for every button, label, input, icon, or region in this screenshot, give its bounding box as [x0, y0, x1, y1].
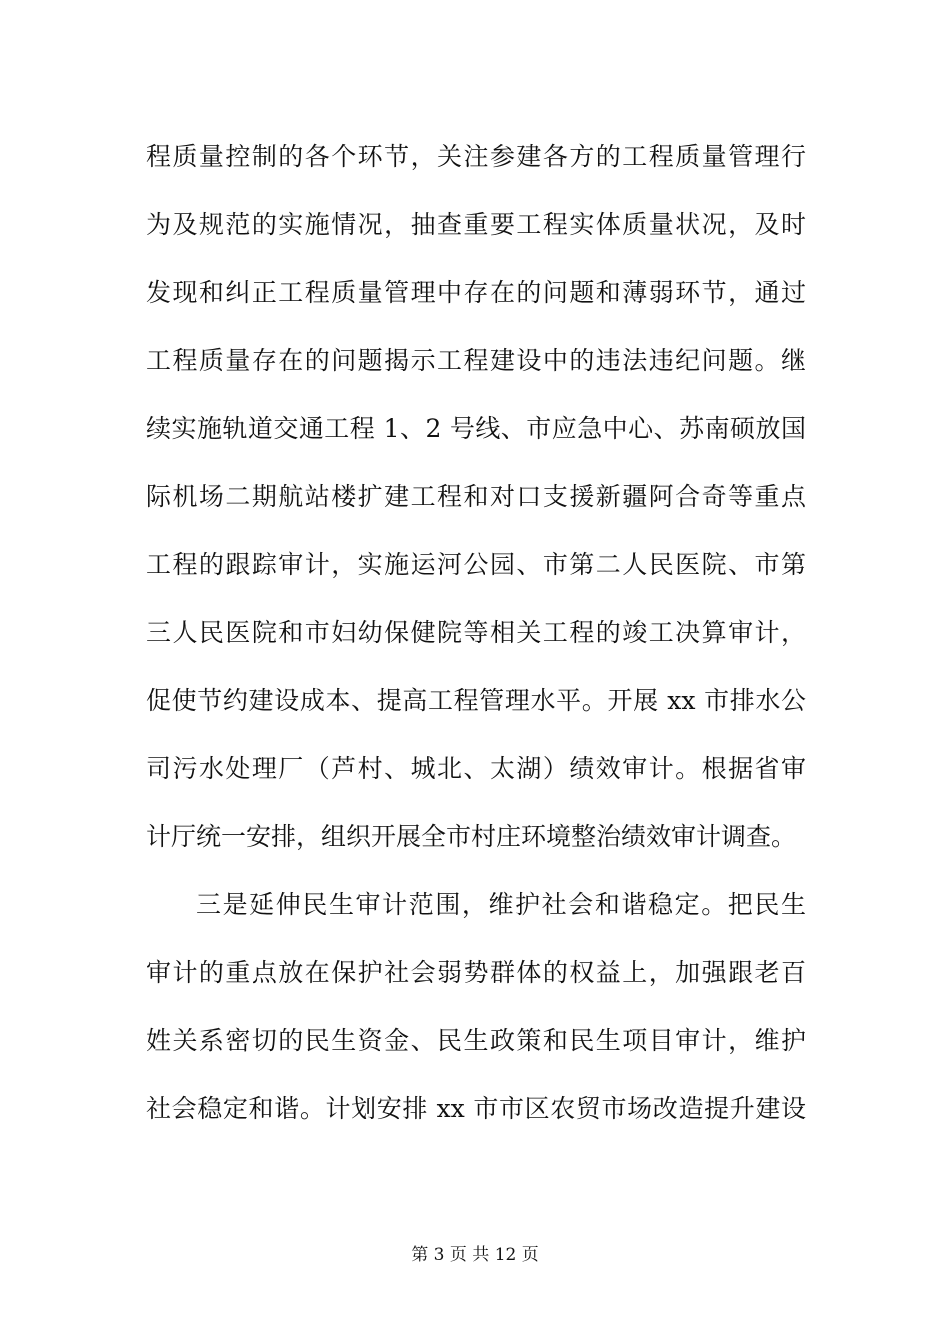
text-line: 程质量控制的各个环节，关注参建各方的工程质量管理行	[146, 142, 806, 171]
text-line: 三人民医院和市妇幼保健院等相关工程的竣工决算审计，	[146, 618, 806, 647]
text-line: 续实施轨道交通工程 1、2 号线、市应急中心、苏南硕放国	[146, 414, 806, 443]
body-text	[146, 130, 806, 1150]
text-line: 姓关系密切的民生资金、民生政策和民生项目审计，维护	[146, 1026, 806, 1055]
text-line: 际机场二期航站楼扩建工程和对口支援新疆阿合奇等重点	[146, 482, 806, 511]
text-line: 促使节约建设成本、提高工程管理水平。开展 xx 市排水公	[146, 686, 806, 715]
text-line: 工程的跟踪审计，实施运河公园、市第二人民医院、市第	[146, 550, 806, 579]
text-line: 司污水处理厂（芦村、城北、太湖）绩效审计。根据省审	[146, 754, 806, 783]
paragraph-start-line: 三是延伸民生审计范围，维护社会和谐稳定。把民生	[196, 890, 806, 919]
text-line: 计厅统一安排，组织开展全市村庄环境整治绩效审计调查。	[146, 822, 797, 851]
text-line: 工程质量存在的问题揭示工程建设中的违法违纪问题。继	[146, 346, 806, 375]
text-line: 社会稳定和谐。计划安排 xx 市市区农贸市场改造提升建设	[146, 1094, 806, 1123]
page-number-footer: 第 3 页 共 12 页	[411, 1245, 539, 1265]
text-line: 发现和纠正工程质量管理中存在的问题和薄弱环节，通过	[146, 278, 806, 307]
text-line: 为及规范的实施情况，抽查重要工程实体质量状况，及时	[146, 210, 806, 239]
text-line: 审计的重点放在保护社会弱势群体的权益上，加强跟老百	[146, 958, 806, 987]
